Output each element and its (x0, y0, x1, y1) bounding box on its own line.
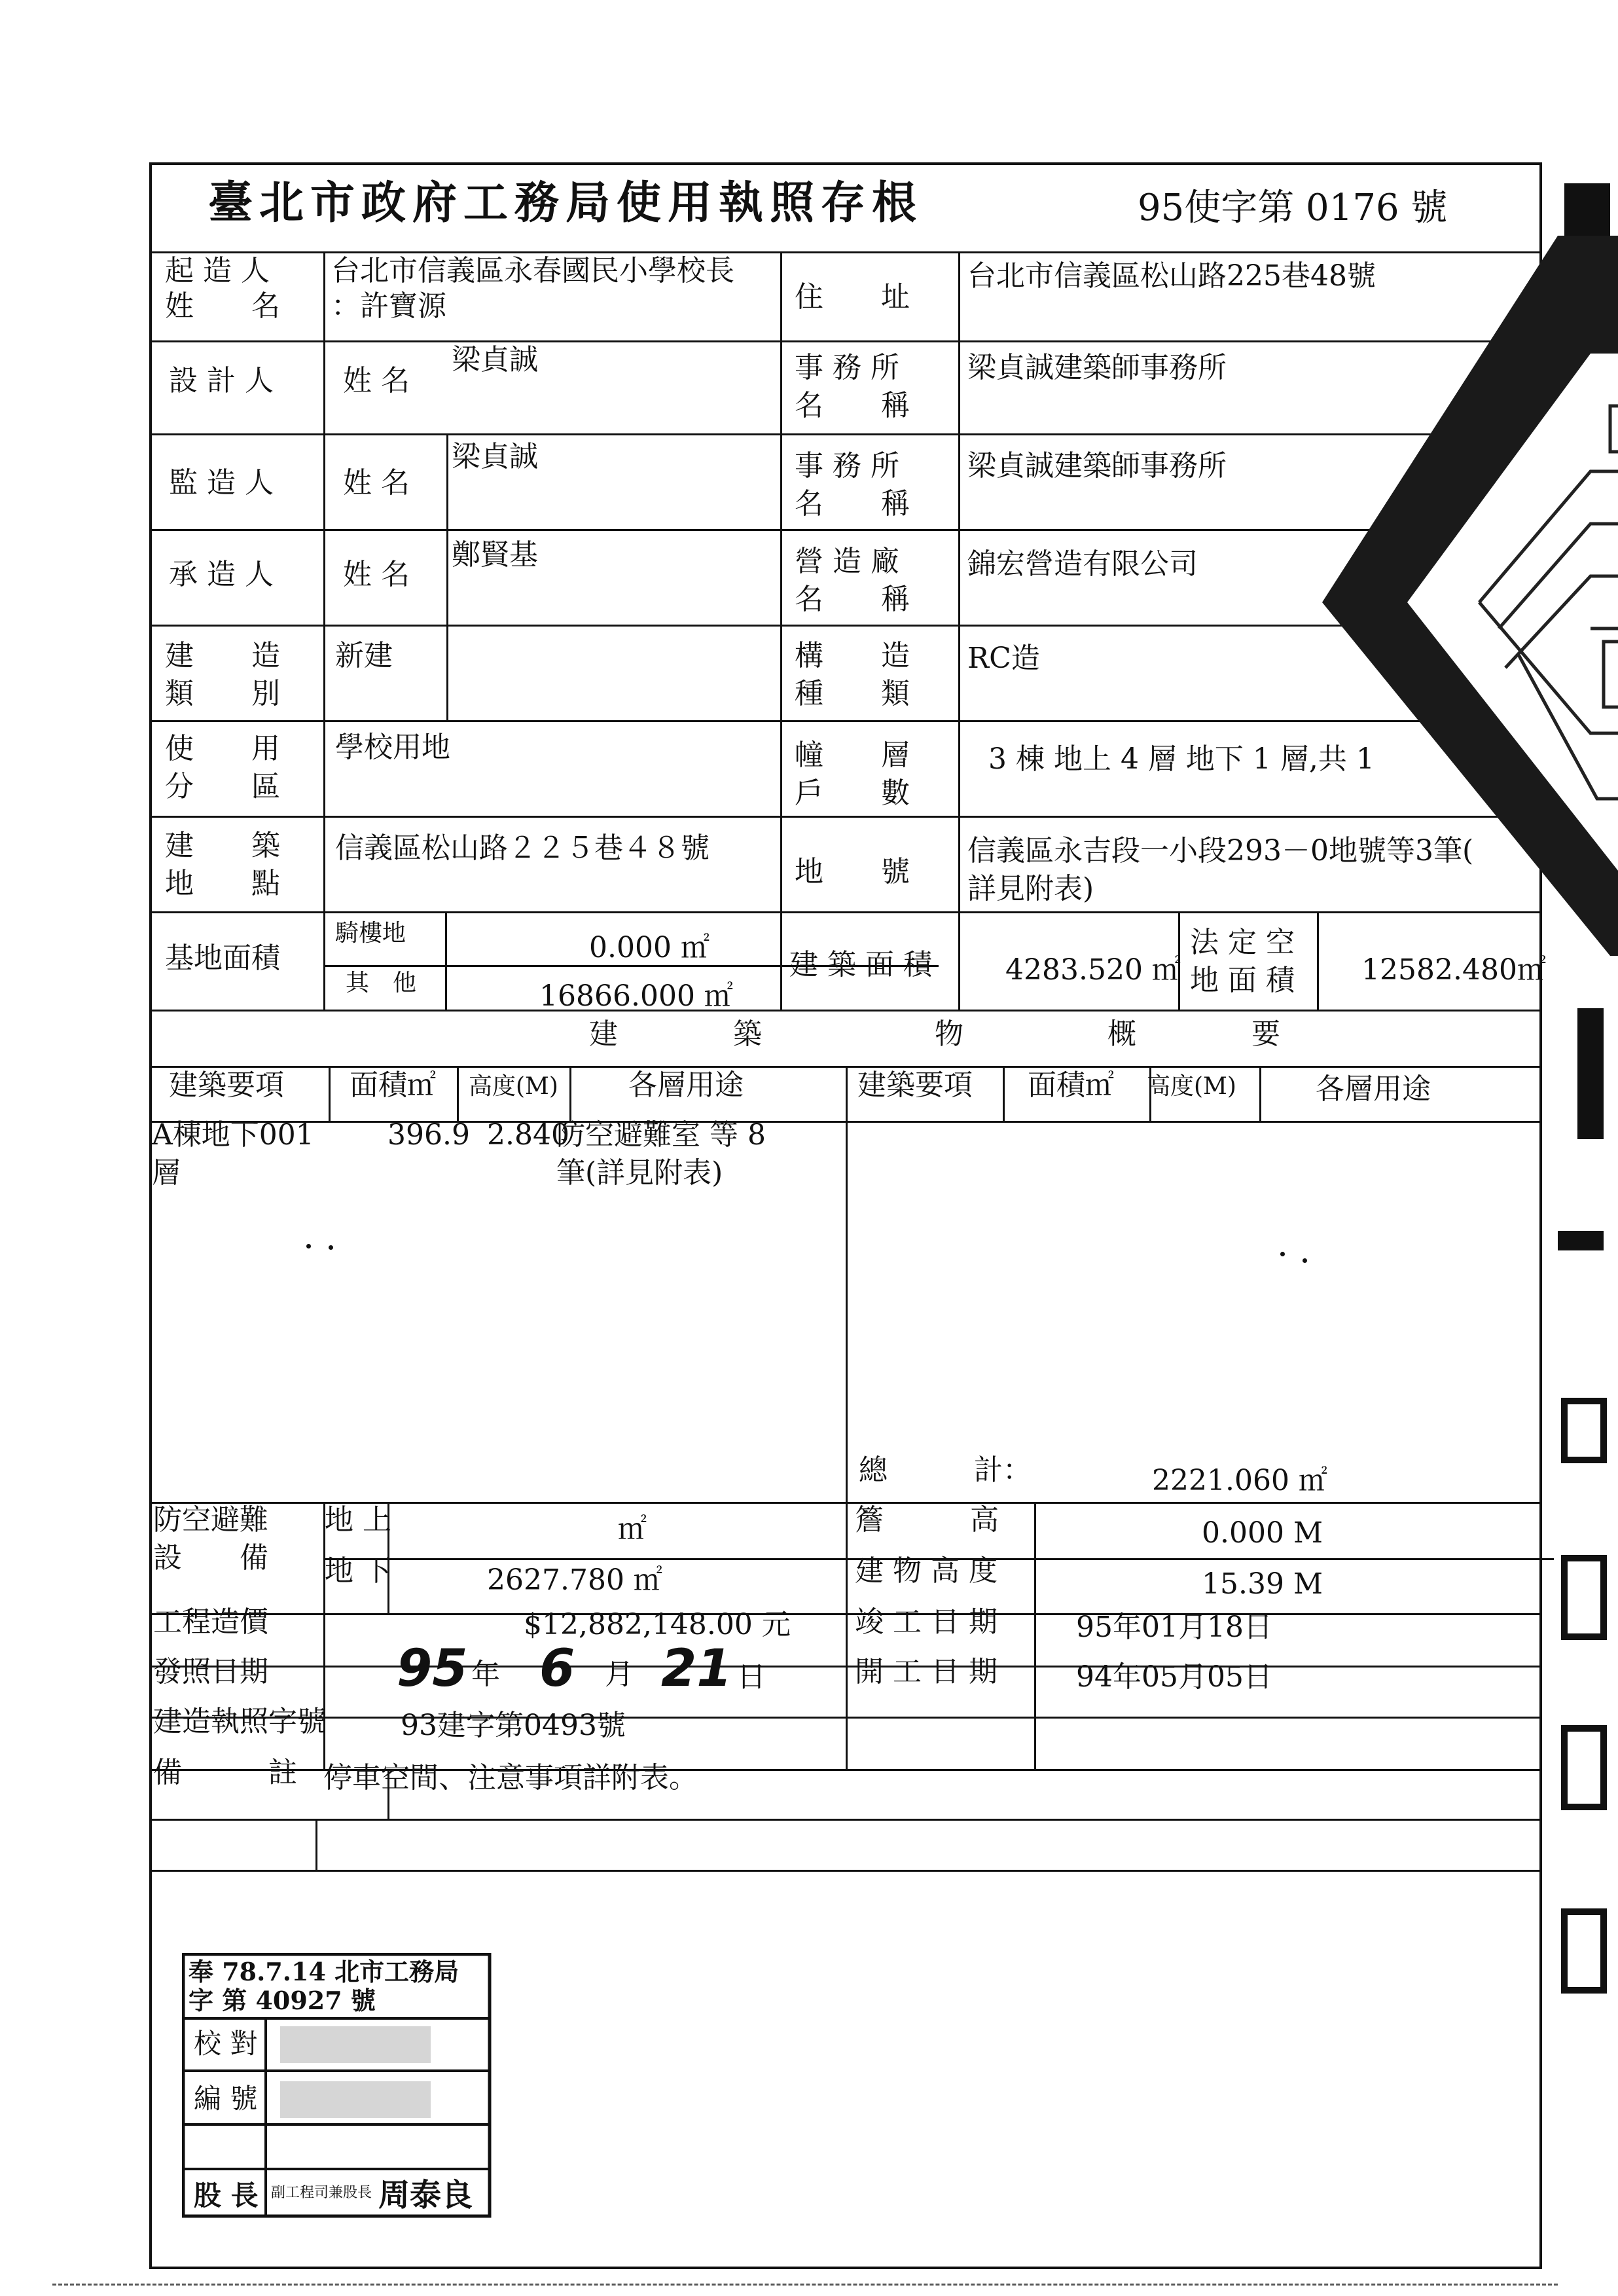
permit-label: 建造執照字號 (153, 1705, 326, 1738)
owner-name-2: ：許寶源 (331, 289, 446, 323)
row1-height: 2.840 (487, 1118, 569, 1152)
arcade-label: 騎樓地 (335, 920, 406, 947)
rule (329, 1066, 331, 1121)
building-area-label: 建 築 面 積 (789, 948, 932, 981)
permit-value: 93建字第0493號 (401, 1709, 626, 1742)
start-date-value: 94年05月05日 (1076, 1660, 1272, 1694)
total-value: 2221.060 ㎡ (1152, 1464, 1327, 1497)
col-item: 建築要項 (169, 1068, 284, 1102)
complete-date-label: 竣 工 日 期 (855, 1605, 998, 1639)
chief-name: 周泰良 (378, 2177, 473, 2214)
rule (1034, 1502, 1036, 1769)
cost-value: $12,882,148.00 元 (524, 1608, 791, 1641)
issue-month-unit: 月 (605, 1658, 634, 1691)
rule (958, 251, 960, 1010)
use-zone-value: 學校用地 (335, 731, 450, 764)
lot-value-2: 詳見附表) (967, 872, 1094, 905)
rule (315, 1819, 317, 1870)
rule (152, 1870, 1542, 1872)
eave-value: 0.000 M (1202, 1516, 1323, 1550)
below-ground-value: 2627.780 ㎡ (487, 1563, 662, 1597)
open-area-label-2: 地 面 積 (1190, 964, 1295, 997)
rule (780, 251, 782, 1010)
supervisor-office-label-2: 名 稱 (795, 487, 910, 520)
floors-value: 3 棟 地上 4 層 地下 1 層,共 1 (988, 742, 1375, 776)
license-number: 95使字第 0176 號 (1138, 187, 1448, 229)
other-value: 16866.000 ㎡ (539, 979, 733, 1013)
issue-year-unit: 年 (471, 1658, 500, 1691)
remark-value: 停車空間、注意事項詳附表。 (323, 1761, 698, 1795)
arcade-value: 0.000 ㎡ (589, 931, 710, 964)
rule (1003, 1066, 1005, 1121)
owner-label: 起 造 人 (165, 254, 270, 287)
contractor-label: 承 造 人 (169, 558, 274, 591)
row1-item-2: 層 (152, 1156, 181, 1190)
designer-office: 梁貞誠建築師事務所 (967, 351, 1227, 384)
designer-label: 設 計 人 (169, 364, 274, 397)
col-area: 面積㎡ (350, 1068, 436, 1102)
contractor-office-label: 營 造 廠 (795, 545, 899, 578)
contractor-office-label-2: 名 稱 (795, 583, 910, 616)
remark-label: 備 註 (153, 1756, 297, 1789)
address-value: 台北市信義區松山路225巷48號 (967, 259, 1376, 293)
stamp-line-2: 字 第 40927 號 (189, 1986, 376, 2015)
lot-label: 地 號 (795, 855, 910, 888)
col-use-right: 各層用途 (1316, 1072, 1431, 1106)
side-text (1551, 157, 1618, 2124)
shelter-label-2: 設 備 (153, 1541, 268, 1575)
supervisor-office-label: 事 務 所 (795, 449, 899, 483)
row1-use: 防空避難室 等 8 (556, 1118, 766, 1152)
structure-label-2: 種 類 (795, 677, 910, 710)
rule (446, 433, 448, 720)
contractor-name-label: 姓 名 (343, 558, 410, 591)
issue-month: 6 (539, 1639, 575, 1698)
issue-day: 21 (661, 1639, 732, 1698)
issue-day-unit: 日 (737, 1660, 766, 1694)
rule (152, 1010, 1542, 1011)
above-ground-label: 地 上 (325, 1503, 391, 1537)
supervisor-name-label: 姓 名 (343, 466, 410, 500)
col-area-right: 面積㎡ (1028, 1068, 1114, 1102)
rule (152, 1819, 1542, 1821)
open-area-value: 12582.480㎡ (1361, 953, 1546, 987)
floors-label-2: 戶 數 (795, 776, 910, 810)
total-label: 總 計： (859, 1453, 1032, 1487)
designer-office-label-2: 名 稱 (795, 389, 910, 422)
stamp-line-1: 奉 78.7.14 北市工務局 (189, 1957, 459, 1986)
eave-label: 簷 高 (855, 1503, 999, 1537)
number-label: 編 號 (194, 2083, 258, 2115)
building-height-label: 建 物 高 度 (855, 1554, 998, 1588)
location-value: 信義區松山路２２５巷４８號 (335, 831, 710, 865)
contractor-name: 鄭賢基 (452, 538, 538, 572)
rule (1259, 1066, 1261, 1121)
chief-title: 副工程司兼股長 (271, 2185, 372, 2201)
use-zone-label: 使 用 (165, 732, 280, 765)
col-height-right: 高度(M) (1147, 1073, 1236, 1100)
approval-stamp (182, 1953, 496, 2218)
col-item-right: 建築要項 (857, 1068, 973, 1102)
designer-name-label: 姓 名 (343, 364, 410, 397)
start-date-label: 開 工 日 期 (855, 1655, 998, 1688)
build-type-label-2: 類 別 (165, 677, 280, 710)
col-height: 高度(M) (469, 1073, 558, 1100)
open-area-label: 法 定 空 (1190, 926, 1295, 959)
col-use: 各層用途 (628, 1068, 744, 1102)
issue-year: 95 (397, 1639, 468, 1698)
document-title: 臺北市政府工務局使用執照存根 (208, 177, 924, 229)
row1-use-2: 筆(詳見附表) (556, 1156, 723, 1190)
location-label: 建 築 (165, 829, 280, 862)
rule (445, 911, 447, 1010)
designer-name: 梁貞誠 (452, 343, 538, 376)
above-ground-value: ㎡ (618, 1512, 647, 1546)
issue-date-label: 發照日期 (153, 1655, 268, 1688)
floors-label: 幢 層 (795, 738, 910, 772)
scan-edge (52, 2284, 1558, 2286)
contractor-office: 錦宏營造有限公司 (967, 547, 1198, 581)
location-label-2: 地 點 (165, 867, 280, 900)
designer-office-label: 事 務 所 (795, 351, 899, 384)
supervisor-office: 梁貞誠建築師事務所 (967, 449, 1227, 483)
supervisor-name: 梁貞誠 (452, 440, 538, 473)
shelter-label: 防空避難 (153, 1503, 268, 1537)
rule (846, 1066, 848, 1769)
address-label: 住 址 (795, 280, 910, 314)
check-label: 校 對 (194, 2028, 258, 2060)
use-zone-label-2: 分 區 (165, 770, 280, 803)
structure-label: 構 造 (795, 639, 910, 672)
building-height-value: 15.39 M (1202, 1567, 1323, 1601)
rule (457, 1066, 459, 1121)
site-area-label: 基地面積 (165, 941, 280, 975)
other-label: 其 他 (346, 970, 417, 996)
building-area-value: 4283.520 ㎡ (1005, 953, 1181, 987)
rule (569, 1066, 571, 1121)
rule (323, 251, 325, 1010)
row1-item: A棟地下001 (152, 1118, 314, 1152)
structure-value: RC造 (967, 642, 1040, 675)
owner-name: 台北市信義區永春國民小學校長 (331, 254, 734, 287)
chief-label: 股 長 (194, 2179, 259, 2212)
owner-label-2: 姓 名 (165, 289, 280, 323)
cost-label: 工程造價 (153, 1605, 268, 1639)
row1-area: 396.9 (387, 1118, 470, 1152)
build-type-label: 建 造 (165, 639, 280, 672)
supervisor-label: 監 造 人 (169, 466, 274, 500)
build-type-value: 新建 (335, 639, 393, 672)
summary-heading: 建 築 物 概 要 (589, 1017, 1280, 1051)
below-ground-label: 地 下 (325, 1554, 391, 1588)
lot-value: 信義區永吉段一小段293－0地號等3筆( (967, 834, 1474, 867)
complete-date-value: 95年01月18日 (1076, 1611, 1272, 1644)
